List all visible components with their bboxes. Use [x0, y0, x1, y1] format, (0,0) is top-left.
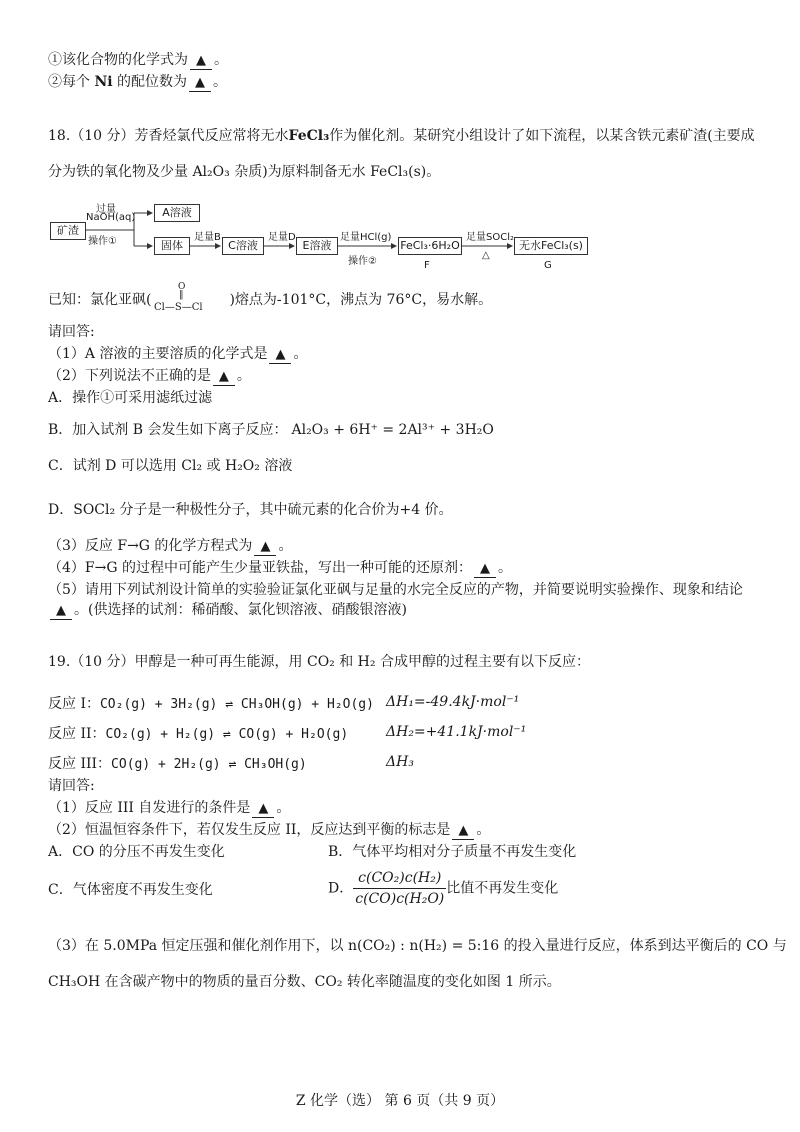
flow-hcl-label: 足量HCl(g) — [340, 232, 392, 243]
q19-reaction-3: 反应 III：CO(g) + 2H₂(g) ⇌ CH₃OH(g) — [48, 756, 307, 772]
q18-sub-2: （2）下列说法不正确的是 ▲ 。 — [48, 368, 251, 384]
socl2-structure-double-bond: ‖ — [179, 290, 184, 300]
q19-reaction-2: 反应 II：CO₂(g) + H₂(g) ⇌ CO(g) + H₂O(g) — [48, 726, 349, 742]
q19-sub-1: （1）反应 III 自发进行的条件是 ▲ 。 — [48, 800, 291, 816]
q18-title: 18.（10 分）芳香烃氯代反应常将无水FeCl₃作为催化剂。某研究小组设计了如下流程，以某含铁元素矿渣(主要成 — [48, 128, 755, 144]
q19-option-d: D． $\frac{\text{c(CO₂)c(H₂)}}{\text{c(CO)c(H₂O)}}$ 比值不再发生变化 — [328, 870, 559, 907]
q19-option-b: B．气体平均相对分子质量不再发生变化 — [328, 844, 577, 860]
page-footer: Z 化学（选） 第 6 页（共 9 页） — [295, 1093, 505, 1109]
q18-option-a: A．操作①可采用滤纸过滤 — [48, 390, 213, 406]
q19-dh1: ΔH₁=-49.4kJ·mol⁻¹ — [386, 694, 520, 710]
flow-arrows — [0, 200, 800, 260]
flow-g-tag: G — [544, 260, 552, 271]
q18-title-line-2: 分为铁的氧化物及少量 Al₂O₃ 杂质)为原料制备无水 FeCl₃(s)。 — [48, 164, 441, 180]
q17-line-2: ②每个 Ni 的配位数为 ▲ 。 — [48, 74, 228, 90]
answer-blank[interactable]: ▲ — [474, 560, 496, 578]
flow-op1-label: 操作① — [88, 236, 117, 247]
q19-ask: 请回答: — [48, 778, 95, 794]
q18-sub-3: （3）反应 F→G 的化学方程式为 ▲ 。 — [48, 538, 293, 554]
flow-f-tag: F — [424, 260, 430, 271]
answer-blank[interactable]: ▲ — [252, 800, 274, 818]
flow-raw-box: 矿渣 — [50, 222, 86, 240]
flow-g-box: 无水FeCl₃(s) — [514, 237, 588, 255]
q18-sub-1: （1）A 溶液的主要溶质的化学式是 ▲ 。 — [48, 346, 308, 362]
q19-option-c: C．气体密度不再发生变化 — [48, 882, 213, 898]
flow-reagent-top-2: NaOH(aq) — [86, 212, 136, 223]
q18-sub-5-line-2: ▲ 。(供选择的试剂：稀硝酸、氯化钡溶液、硝酸银溶液) — [48, 600, 407, 620]
ratio-fraction: $\frac{\text{c(CO₂)c(H₂)}}{\text{c(CO)c(H₂O)}}$ — [355, 870, 445, 907]
answer-blank[interactable]: ▲ — [50, 602, 72, 620]
q19-sub-3: （3）在 5.0MPa 恒定压强和催化剂作用下，以 n(CO₂) : n(H₂) = 5:16 的投入量进行反应，体系到达平衡后的 CO 与 — [48, 938, 787, 954]
q19-dh3: ΔH₃ — [386, 754, 414, 770]
q19-reaction-1: 反应 I：CO₂(g) + 3H₂(g) ⇌ CH₃OH(g) + H₂O(g) — [48, 696, 374, 712]
answer-blank[interactable]: ▲ — [189, 74, 211, 92]
q19-option-a: A．CO 的分压不再发生变化 — [48, 844, 225, 860]
socl2-structure: Cl—S—Cl — [154, 302, 203, 313]
q18-sub-5: （5）请用下列试剂设计简单的实验验证氯化亚砜与足量的水完全反应的产物，并简要说明实验操作、现象和结论 — [48, 582, 743, 598]
answer-blank[interactable]: ▲ — [190, 52, 212, 70]
flow-solid-box: 固体 — [154, 237, 190, 255]
q19-title: 19.（10 分）甲醇是一种可再生能源，用 CO₂ 和 H₂ 合成甲醇的过程主要有以下反应： — [48, 654, 590, 670]
q18-ask: 请回答: — [48, 324, 95, 340]
q19-sub-3-line-2: CH₃OH 在含碳产物中的物质的量百分数、CO₂ 转化率随温度的变化如图 1 所示。 — [48, 974, 561, 990]
q18-sub-4: （4）F→G 的过程中可能产生少量亚铁盐，写出一种可能的还原剂： ▲ 。 — [48, 560, 512, 576]
answer-blank[interactable]: ▲ — [254, 538, 276, 556]
flow-reagent-top-1: 过量 — [96, 204, 116, 215]
q18-option-c: C．试剂 D 可以选用 Cl₂ 或 H₂O₂ 溶液 — [48, 458, 293, 474]
socl2-structure-o: O — [178, 282, 186, 292]
flow-delta-label: △ — [482, 250, 490, 261]
q17-line-1: ①该化合物的化学式为 ▲ 。 — [48, 52, 228, 68]
q18-option-d: D．SOCl₂ 分子是一种极性分子，其中硫元素的化合价为+4 价。 — [48, 502, 453, 518]
flow-b-label: 足量B — [194, 232, 221, 243]
answer-blank[interactable]: ▲ — [269, 346, 291, 364]
answer-blank[interactable]: ▲ — [452, 822, 474, 840]
flow-d-label: 足量D — [268, 232, 296, 243]
flow-op2-label: 操作② — [348, 256, 377, 267]
q19-sub-2: （2）恒温恒容条件下，若仅发生反应 II，反应达到平衡的标志是 ▲ 。 — [48, 822, 491, 838]
flow-a-box: A溶液 — [154, 204, 200, 222]
flow-e-box: E溶液 — [296, 237, 338, 255]
answer-blank[interactable]: ▲ — [213, 368, 235, 386]
q18-option-b: B．加入试剂 B 会发生如下离子反应： Al₂O₃ + 6H⁺ = 2Al³⁺ + 3H₂O — [48, 422, 494, 438]
q18-known: 已知：氯化亚砜( )熔点为-101°C，沸点为 76°C，易水解。 — [48, 292, 493, 308]
q19-dh2: ΔH₂=+41.1kJ·mol⁻¹ — [386, 724, 527, 740]
flow-socl2-label: 足量SOCl₂ — [466, 232, 514, 243]
flow-f-box: FeCl₃·6H₂O — [398, 237, 462, 255]
flow-c-box: C溶液 — [222, 237, 264, 255]
